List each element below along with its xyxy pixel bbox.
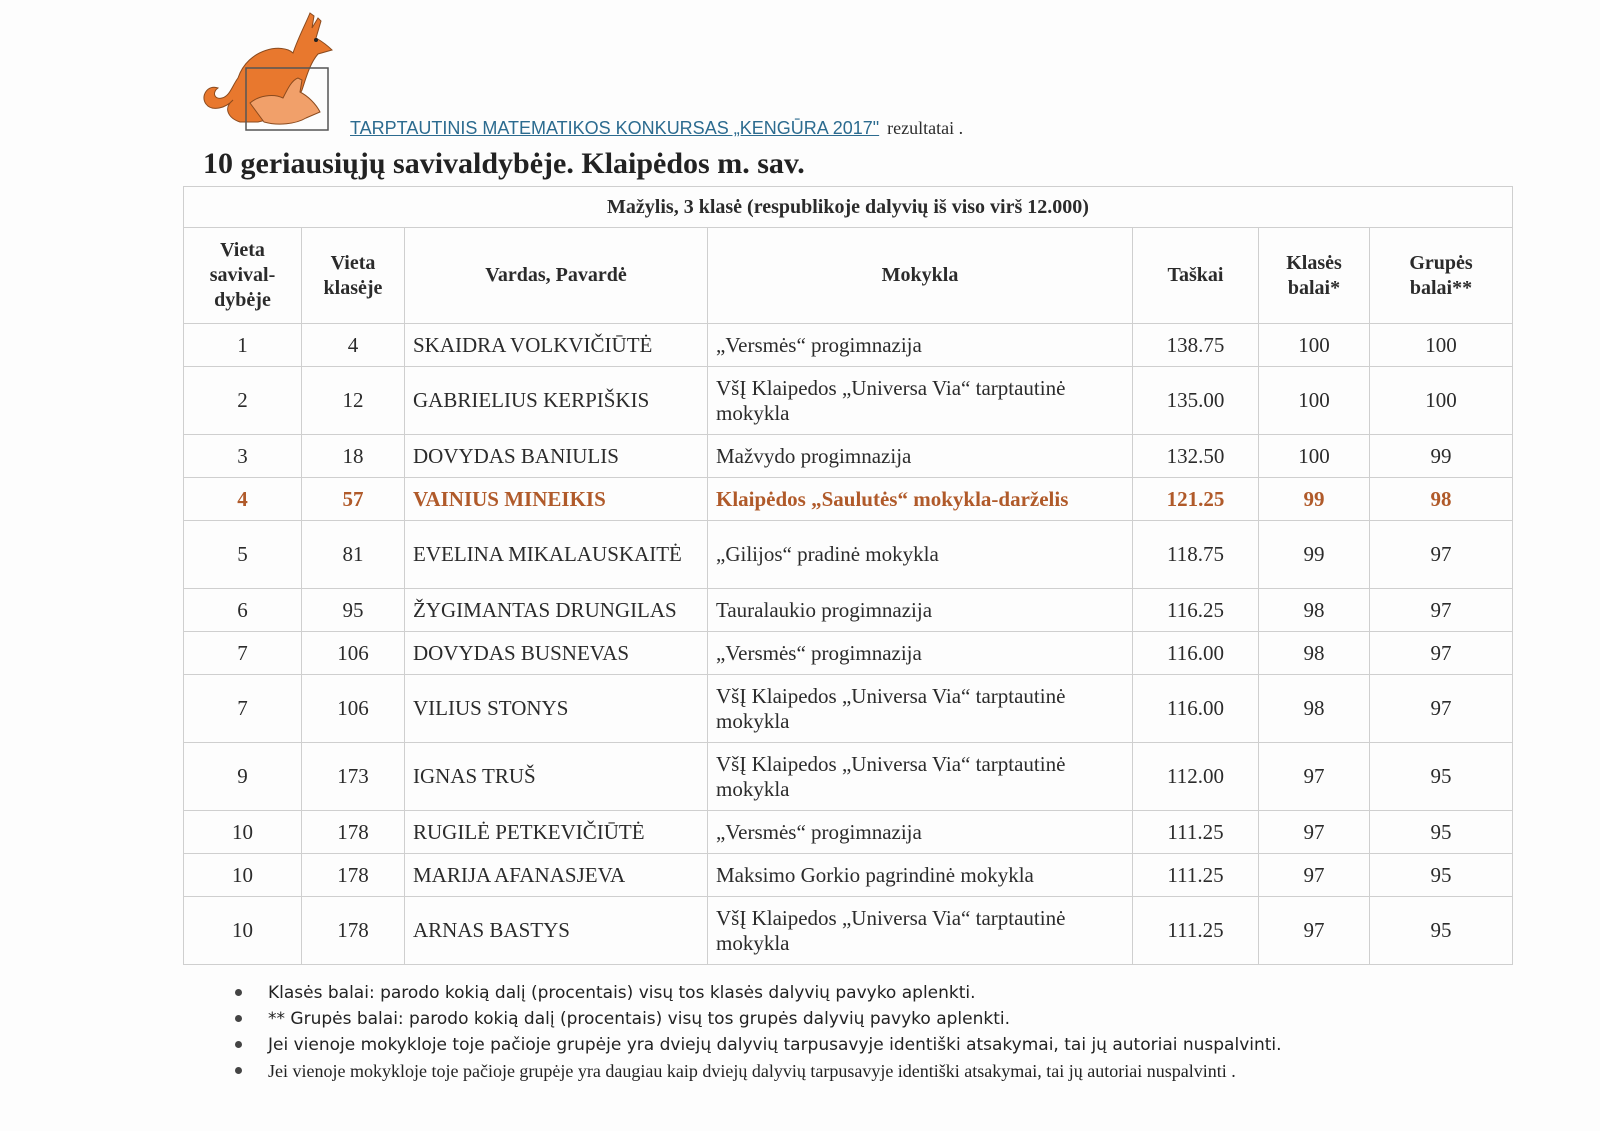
cell-group-score: 100: [1370, 324, 1513, 367]
cell-class-place: 106: [302, 675, 405, 743]
cell-class-score: 97: [1259, 743, 1370, 811]
cell-municipality-place: 7: [184, 632, 302, 675]
cell-municipality-place: 4: [184, 478, 302, 521]
cell-class-score: 97: [1259, 854, 1370, 897]
cell-class-score: 99: [1259, 521, 1370, 589]
cell-name: ARNAS BASTYS: [405, 897, 708, 965]
cell-group-score: 97: [1370, 521, 1513, 589]
header-line: balai*: [1287, 276, 1341, 299]
col-header-school: Mokykla: [708, 228, 1133, 324]
cell-class-place: 81: [302, 521, 405, 589]
col-header-class-place: [302, 228, 405, 324]
cell-name: EVELINA MIKALAUSKAITĖ: [405, 521, 708, 589]
cell-points: 135.00: [1133, 367, 1259, 435]
footnotes: [230, 980, 1282, 1084]
cell-group-score: 97: [1370, 675, 1513, 743]
cell-municipality-place: 10: [184, 897, 302, 965]
cell-municipality-place: 7: [184, 675, 302, 743]
cell-points: 121.25: [1133, 478, 1259, 521]
footnote-text: Klasės balai: parodo kokią dalį (procentais) visų tos klasės dalyvių pavyko aplenkti.: [268, 983, 976, 1003]
table-row: [184, 632, 1513, 675]
table-row: [184, 675, 1513, 743]
cell-points: 132.50: [1133, 435, 1259, 478]
cell-class-place: 173: [302, 743, 405, 811]
cell-class-place: 18: [302, 435, 405, 478]
cell-class-place: 57: [302, 478, 405, 521]
page-title: 10 geriausiųjų savivaldybėje. Klaipėdos m. sav.: [203, 147, 805, 180]
cell-municipality-place: 5: [184, 521, 302, 589]
cell-name: VAINIUS MINEIKIS: [405, 478, 708, 521]
cell-school: VšĮ Klaipedos „Universa Via“ tarptautinė mokykla: [708, 897, 1133, 965]
cell-group-score: 95: [1370, 897, 1513, 965]
cell-group-score: 99: [1370, 435, 1513, 478]
cell-school: „Versmės“ progimnazija: [708, 632, 1133, 675]
cell-school: VšĮ Klaipedos „Universa Via“ tarptautinė mokykla: [708, 367, 1133, 435]
cell-points: 112.00: [1133, 743, 1259, 811]
header-line: Vieta: [220, 239, 265, 261]
cell-municipality-place: 10: [184, 854, 302, 897]
cell-name: VILIUS STONYS: [405, 675, 708, 743]
table-row-highlighted: [184, 478, 1513, 521]
footnote-item: [230, 1032, 1282, 1058]
table-row: [184, 897, 1513, 965]
cell-points: 118.75: [1133, 521, 1259, 589]
cell-class-score: 97: [1259, 811, 1370, 854]
cell-municipality-place: 10: [184, 811, 302, 854]
cell-class-place: 4: [302, 324, 405, 367]
contest-suffix: rezultatai .: [887, 118, 964, 138]
bullet-icon: [235, 989, 242, 996]
header-line: savival-: [209, 264, 276, 286]
cell-class-score: 100: [1259, 367, 1370, 435]
table-caption: Mažylis, 3 klasė (respublikoje dalyvių iš viso virš 12.000): [184, 187, 1513, 228]
cell-group-score: 97: [1370, 589, 1513, 632]
cell-name: MARIJA AFANASJEVA: [405, 854, 708, 897]
cell-points: 111.25: [1133, 854, 1259, 897]
header-line: klasėje: [323, 276, 383, 299]
cell-municipality-place: 2: [184, 367, 302, 435]
cell-class-place: 178: [302, 811, 405, 854]
cell-class-score: 97: [1259, 897, 1370, 965]
cell-group-score: 95: [1370, 811, 1513, 854]
cell-name: RUGILĖ PETKEVIČIŪTĖ: [405, 811, 708, 854]
cell-points: 116.25: [1133, 589, 1259, 632]
cell-school: „Versmės“ progimnazija: [708, 324, 1133, 367]
footnote-text: ** Grupės balai: parodo kokią dalį (procentais) visų tos grupės dalyvių pavyko aplenkti.: [268, 1009, 1011, 1029]
contest-heading: [350, 118, 963, 139]
cell-municipality-place: 9: [184, 743, 302, 811]
cell-points: 116.00: [1133, 675, 1259, 743]
cell-points: 111.25: [1133, 811, 1259, 854]
cell-name: ŽYGIMANTAS DRUNGILAS: [405, 589, 708, 632]
col-header-name: Vardas, Pavardė: [405, 228, 708, 324]
cell-school: Maksimo Gorkio pagrindinė mokykla: [708, 854, 1133, 897]
cell-points: 138.75: [1133, 324, 1259, 367]
cell-group-score: 95: [1370, 743, 1513, 811]
cell-school: Mažvydo progimnazija: [708, 435, 1133, 478]
contest-link[interactable]: TARPTAUTINIS MATEMATIKOS KONKURSAS „KENGŪRA 2017": [350, 118, 880, 138]
cell-group-score: 100: [1370, 367, 1513, 435]
cell-class-place: 95: [302, 589, 405, 632]
footnote-item: [230, 1006, 1282, 1032]
header-line: Klasės: [1286, 251, 1342, 274]
table-header-row: [184, 228, 1513, 324]
footnote-item: [230, 1058, 1282, 1084]
table-row: [184, 811, 1513, 854]
cell-school: „Versmės“ progimnazija: [708, 811, 1133, 854]
cell-class-place: 178: [302, 897, 405, 965]
table-row: [184, 324, 1513, 367]
cell-school: „Gilijos“ pradinė mokykla: [708, 521, 1133, 589]
table-row: [184, 367, 1513, 435]
cell-class-score: 98: [1259, 589, 1370, 632]
cell-class-score: 98: [1259, 675, 1370, 743]
table-row: [184, 743, 1513, 811]
table-row: [184, 589, 1513, 632]
table-row: [184, 854, 1513, 897]
footnote-text: Jei vienoje mokykloje toje pačioje grupėje yra dviejų dalyvių tarpusavyje identiški atsakymai, tai jų autoriai nuspalvinti.: [268, 1035, 1282, 1055]
footnote-text: Jei vienoje mokykloje toje pačioje grupėje yra daugiau kaip dviejų dalyvių tarpusavyje identiški atsakymai, tai jų autoriai nuspalvinti .: [268, 1061, 1236, 1081]
cell-class-place: 12: [302, 367, 405, 435]
footnote-item: [230, 980, 1282, 1006]
cell-class-score: 100: [1259, 435, 1370, 478]
cell-name: DOVYDAS BANIULIS: [405, 435, 708, 478]
cell-points: 116.00: [1133, 632, 1259, 675]
cell-school: Klaipėdos „Saulutės“ mokykla-darželis: [708, 478, 1133, 521]
header-line: Vieta: [330, 251, 376, 274]
kangaroo-logo-icon: [198, 8, 338, 136]
table-row: [184, 435, 1513, 478]
cell-municipality-place: 1: [184, 324, 302, 367]
bullet-icon: [235, 1015, 242, 1022]
cell-class-score: 98: [1259, 632, 1370, 675]
cell-class-place: 106: [302, 632, 405, 675]
cell-name: IGNAS TRUŠ: [405, 743, 708, 811]
results-table: [183, 186, 1513, 965]
cell-class-place: 178: [302, 854, 405, 897]
table-row: [184, 521, 1513, 589]
cell-school: VšĮ Klaipedos „Universa Via“ tarptautinė mokykla: [708, 675, 1133, 743]
header-line: Grupės: [1409, 251, 1473, 274]
cell-name: SKAIDRA VOLKVIČIŪTĖ: [405, 324, 708, 367]
cell-name: GABRIELIUS KERPIŠKIS: [405, 367, 708, 435]
cell-school: VšĮ Klaipedos „Universa Via“ tarptautinė mokykla: [708, 743, 1133, 811]
col-header-group-score: [1370, 228, 1513, 324]
bullet-icon: [235, 1067, 242, 1074]
col-header-points: Taškai: [1133, 228, 1259, 324]
header-line: dybėje: [214, 289, 271, 311]
cell-municipality-place: 3: [184, 435, 302, 478]
cell-school: Tauralaukio progimnazija: [708, 589, 1133, 632]
cell-class-score: 100: [1259, 324, 1370, 367]
header-line: balai**: [1409, 276, 1473, 299]
cell-group-score: 95: [1370, 854, 1513, 897]
col-header-municipality-place: [184, 228, 302, 324]
cell-group-score: 97: [1370, 632, 1513, 675]
cell-municipality-place: 6: [184, 589, 302, 632]
col-header-class-score: [1259, 228, 1370, 324]
cell-class-score: 99: [1259, 478, 1370, 521]
cell-name: DOVYDAS BUSNEVAS: [405, 632, 708, 675]
bullet-icon: [235, 1041, 242, 1048]
cell-group-score: 98: [1370, 478, 1513, 521]
cell-points: 111.25: [1133, 897, 1259, 965]
